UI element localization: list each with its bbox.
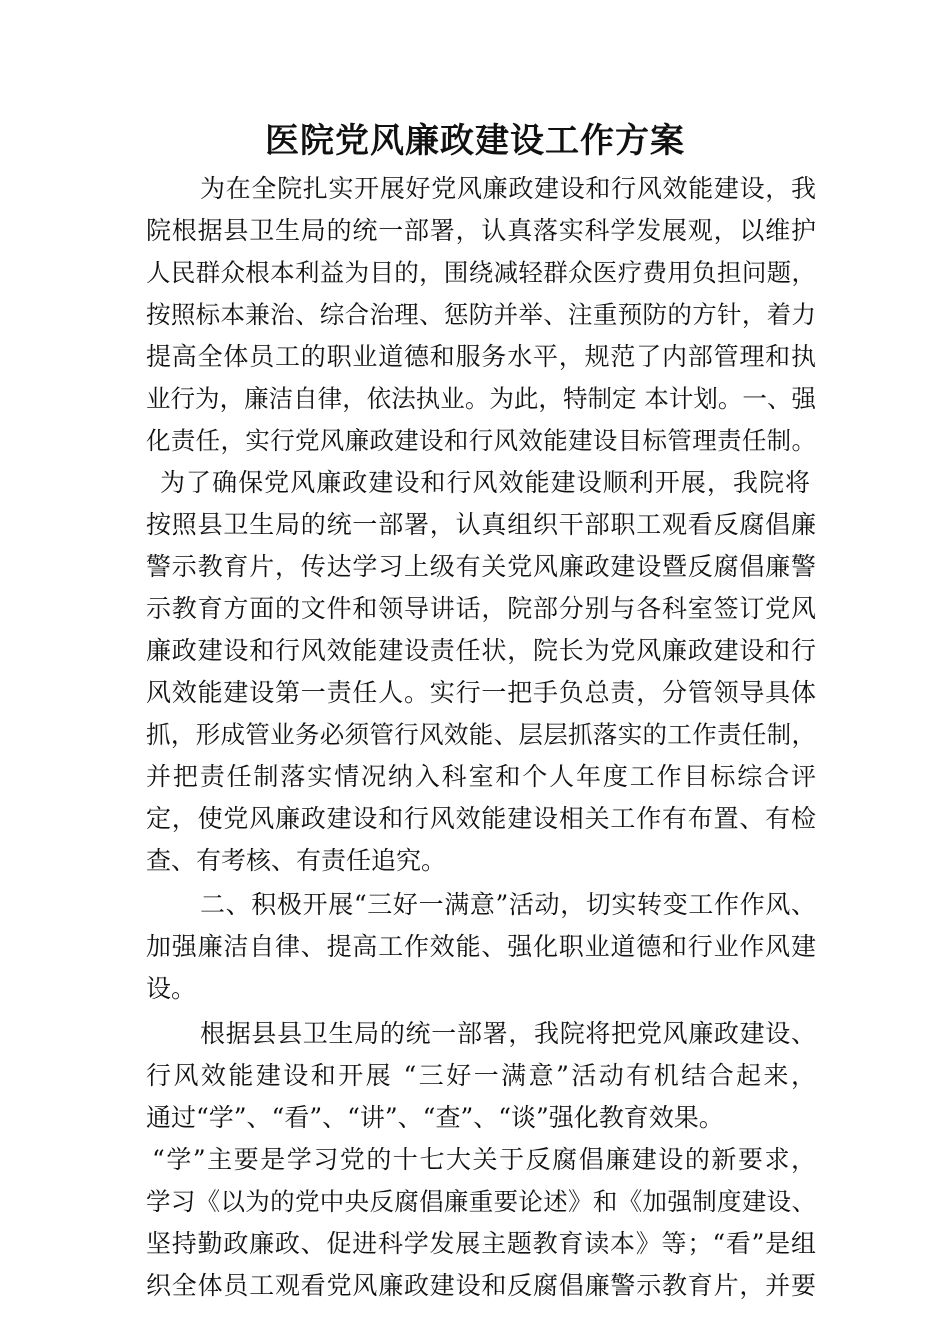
text-line: 抓，形成管业务必须管行风效能、层层抓落实的工作责任制， [146, 720, 816, 749]
text-line: 设。 [146, 974, 197, 1003]
text-line: 二、积极开展“三好一满意”活动，切实转变工作作风、 [200, 890, 816, 919]
text-line: 按照标本兼治、综合治理、惩防并举、注重预防的方针，着力 [146, 300, 816, 329]
text-line: 根据县县卫生局的统一部署，我院将把党风廉政建设、 [200, 1019, 816, 1048]
text-line: 业行为，廉洁自律，依法执业。为此，特制定 本计划。一、强 [146, 384, 816, 413]
document-title: 医院党风廉政建设工作方案 [265, 121, 685, 161]
text-line: 提高全体员工的职业道德和服务水平，规范了内部管理和执 [146, 342, 816, 371]
text-line: 行风效能建设和开展 “三好一满意”活动有机结合起来， [146, 1061, 816, 1090]
text-line: 化责任，实行党风廉政建设和行风效能建设目标管理责任制。 [146, 426, 816, 455]
text-line: 通过“学”、“看”、“讲”、“查”、“谈”强化教育效果。 [146, 1103, 724, 1132]
text-line: 示教育方面的文件和领导讲话，院部分别与各科室签订党风 [146, 594, 816, 623]
text-line: “学”主要是学习党的十七大关于反腐倡廉建设的新要求， [152, 1145, 816, 1174]
text-line: 风效能建设第一责任人。实行一把手负总责，分管领导具体 [146, 678, 816, 707]
text-line: 加强廉洁自律、提高工作效能、强化职业道德和行业作风建 [146, 932, 816, 961]
text-line: 织全体员工观看党风廉政建设和反腐倡廉警示教育片，并要 [146, 1271, 816, 1300]
text-line: 并把责任制落实情况纳入科室和个人年度工作目标综合评 [146, 762, 816, 791]
text-line: 廉政建设和行风效能建设责任状，院长为党风廉政建设和行 [146, 636, 816, 665]
text-line: 学习《以为的党中央反腐倡廉重要论述》和《加强制度建设、 [146, 1187, 816, 1216]
text-line: 人民群众根本利益为目的，围绕减轻群众医疗费用负担问题， [146, 258, 816, 287]
text-line: 坚持勤政廉政、促进科学发展主题教育读本》等；“看”是组 [146, 1229, 816, 1258]
text-line: 院根据县卫生局的统一部署，认真落实科学发展观，以维护 [146, 216, 816, 245]
text-line: 为在全院扎实开展好党风廉政建设和行风效能建设，我 [200, 174, 816, 203]
text-line: 查、有考核、有责任追究。 [146, 846, 447, 875]
text-line: 为了确保党风廉政建设和行风效能建设顺利开展，我院将 [160, 468, 810, 497]
text-line: 定，使党风廉政建设和行风效能建设相关工作有布置、有检 [146, 804, 816, 833]
text-line: 警示教育片，传达学习上级有关党风廉政建设暨反腐倡廉警 [146, 552, 816, 581]
text-line: 按照县卫生局的统一部署，认真组织干部职工观看反腐倡廉 [146, 510, 816, 539]
